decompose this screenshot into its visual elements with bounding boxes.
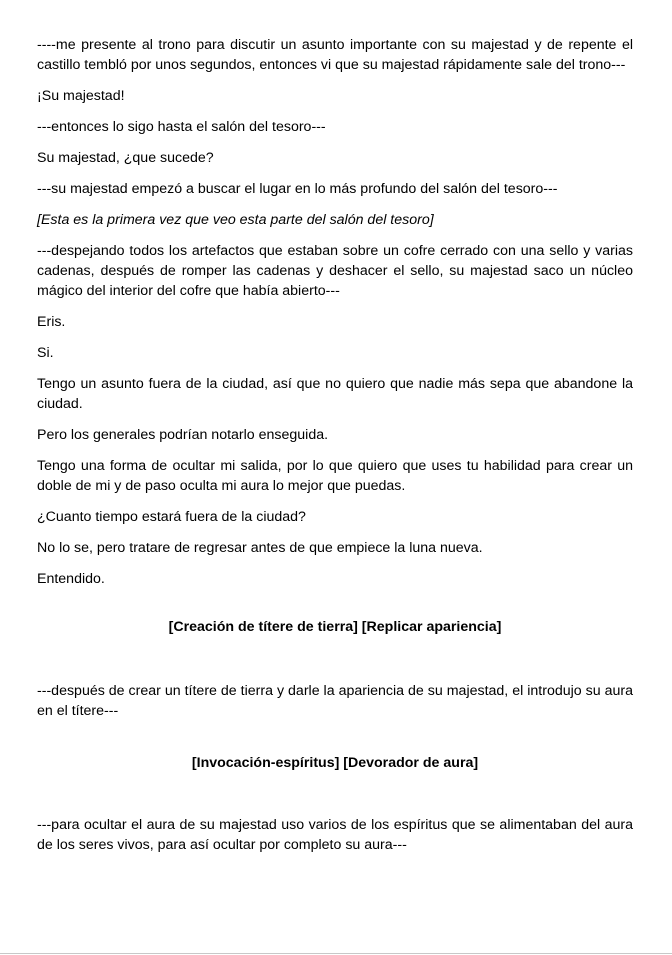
paragraph-narration-cofre: ---despejando todos los artefactos que estaban sobre un cofre cerrado con una sello y varias cadenas, después de romper las cadenas y deshacer el sello, su majestad saco un núcleo mágico del interior del cofre que había abierto--- [37, 243, 633, 299]
paragraph-narration-titere: ---después de crear un títere de tierra y darle la apariencia de su majestad, el introdujo su aura en el títere--- [37, 683, 633, 719]
paragraph-narration-salon: ---entonces lo sigo hasta el salón del tesoro--- [37, 119, 326, 135]
page-bottom-divider [0, 953, 672, 954]
paragraph-dialogue-que-sucede: Su majestad, ¿que sucede? [37, 150, 214, 166]
paragraph-thought-primera-vez: [Esta es la primera vez que veo esta parte del salón del tesoro] [37, 212, 434, 228]
document-page [37, 35, 633, 866]
skill-heading-invocacion: [Invocación-espíritus] [Devorador de aura] [191, 755, 479, 771]
paragraph-dialogue-eris: Eris. [37, 314, 66, 330]
paragraph-dialogue-si: Si. [37, 345, 54, 361]
paragraph-narration-espiritus: ---para ocultar el aura de su majestad uso varios de los espíritus que se alimentaban del aura de los seres vivos, para así ocultar por completo su aura--- [37, 817, 633, 853]
paragraph-dialogue-entendido: Entendido. [37, 571, 105, 587]
paragraph-dialogue-cuanto-tiempo: ¿Cuanto tiempo estará fuera de la ciudad? [37, 509, 306, 525]
paragraph-narration-trono: ----me presente al trono para discutir un asunto importante con su majestad y de repente el castillo tembló por unos segundos, entonces vi que su majestad rápidamente sale del trono--- [37, 37, 633, 73]
paragraph-dialogue-generales: Pero los generales podrían notarlo enseguida. [37, 427, 329, 443]
paragraph-dialogue-luna-nueva: No lo se, pero tratare de regresar antes de que empiece la luna nueva. [37, 540, 483, 556]
paragraph-dialogue-su-majestad: ¡Su majestad! [37, 88, 125, 104]
paragraph-dialogue-asunto: Tengo un asunto fuera de la ciudad, así que no quiero que nadie más sepa que abandone la ciudad. [37, 376, 633, 412]
paragraph-dialogue-ocultar-salida: Tengo una forma de ocultar mi salida, por lo que quiero que uses tu habilidad para crear un doble de mi y de paso oculta mi aura lo mejor que puedas. [37, 458, 633, 494]
paragraph-narration-buscar: ---su majestad empezó a buscar el lugar en lo más profundo del salón del tesoro--- [37, 181, 558, 197]
skill-heading-titere: [Creación de títere de tierra] [Replicar apariencia] [168, 619, 502, 635]
